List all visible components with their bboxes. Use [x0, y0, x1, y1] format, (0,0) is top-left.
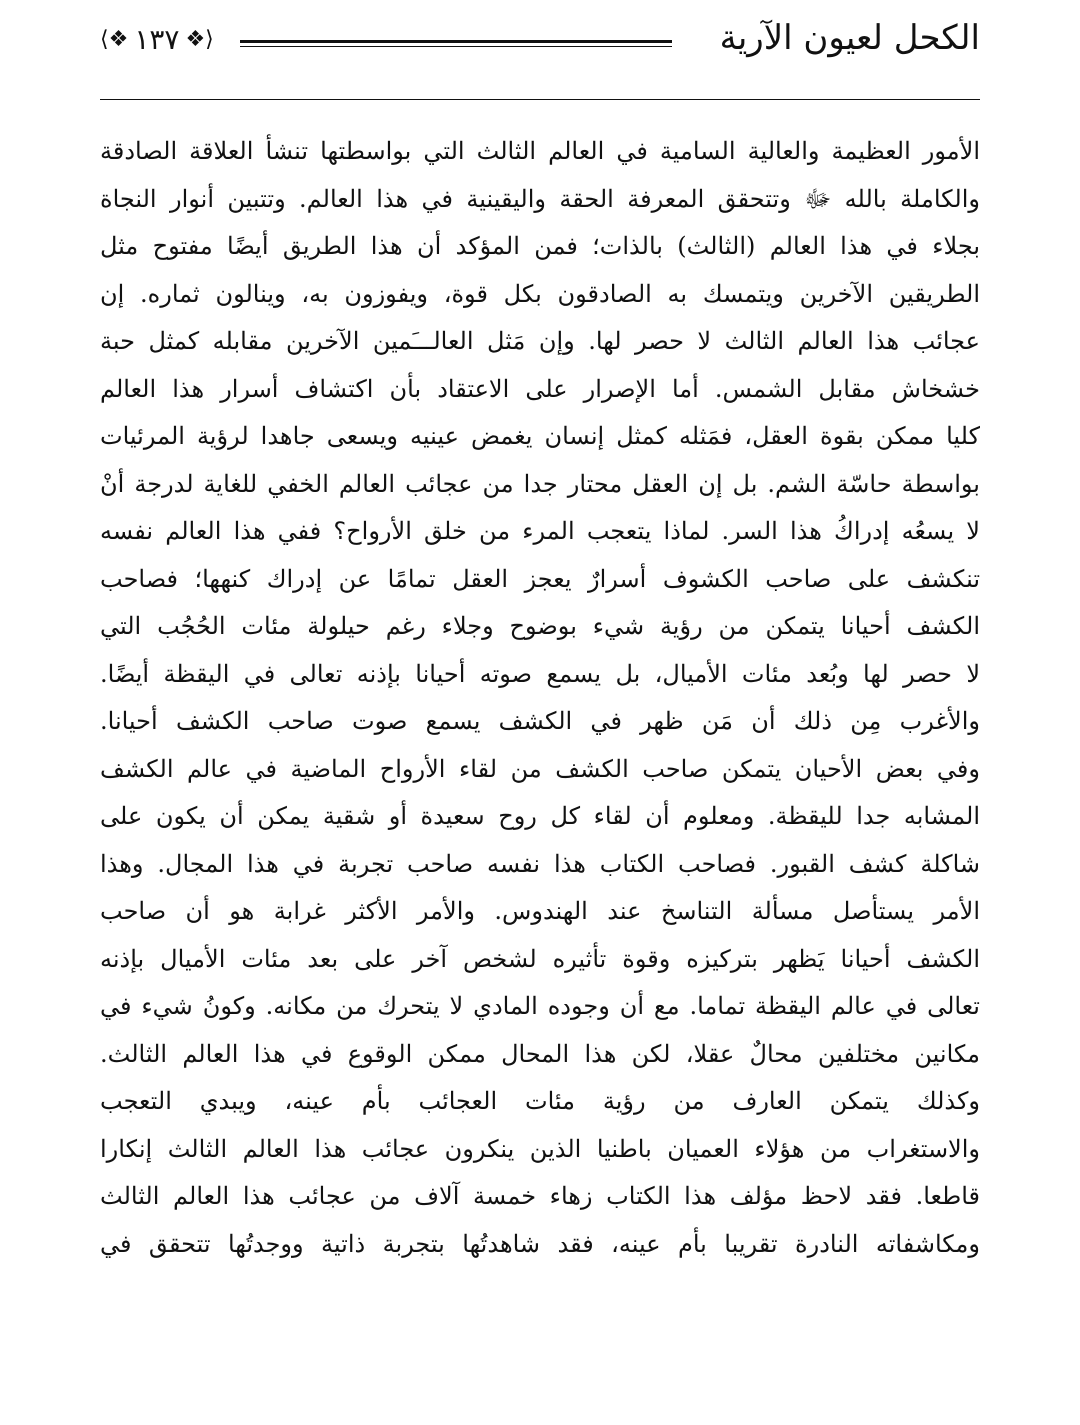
text-line: عجائب هذا العالم الثالث لا حصر لها. وإن مَثل العالـــَمين الآخرين مقابله كمثل حبة — [100, 327, 980, 355]
text-line: والاستغراب من هؤلاء العميان باطنيا الذين ينكرون عجائب هذا العالم الثالث إنكارا — [100, 1134, 980, 1163]
text-line: تعالى في عالم اليقظة تماما. مع أن وجوده المادي لا يتحرك من مكانه. وكونُ شيء في — [100, 992, 980, 1020]
page-number: ١٣٧ — [134, 23, 180, 56]
text-line: الأمور العظيمة والعالية السامية في العالم الثالث التي بواسطتها تنشأ العلاقة الصادقة — [100, 137, 980, 165]
text-line: الكشف أحيانا يتمكن من رؤية شيء بوضوح وجلاء رغم حيلولة مئات الحُجُب التي — [100, 612, 980, 640]
left-ornament-icon: ⟨❖ — [100, 27, 129, 52]
text-line: خشخاش مقابل الشمس. أما الإصرار على الاعتقاد بأن اكتشاف أسرار هذا العالم — [100, 374, 980, 403]
header-double-rule — [240, 40, 672, 47]
body-text — [100, 128, 980, 1268]
text-line: ومكاشفاته النادرة تقريبا بأم عينه، فقد شاهدتُها بتجربة ذاتية ووجدتُها تتحقق في — [100, 1229, 980, 1258]
text-line: الأمر يستأصل مسألة التناسخ عند الهندوس. والأمر الأكثر غرابة هو أن صاحب — [100, 897, 980, 925]
text-line: كليا ممكن بقوة العقل، فمَثله كمثل إنسان يغمض عينيه ويسعى جاهدا لرؤية المرئيات — [100, 422, 980, 450]
text-line: الكشف أحيانا يَظهر بتركيزه وقوة تأثيره لشخص آخر على بعد مئات الأميال بإذنه — [100, 944, 980, 973]
text-line: قاطعا. فقد لاحظ مؤلف هذا الكتاب زهاء خمسة آلاف من عجائب هذا العالم الثالث — [100, 1182, 980, 1210]
text-line: تنكشف على صاحب الكشوف أسرارٌ يعجز العقل تمامًا عن إدراك كنهها؛ فصاحب — [100, 564, 980, 593]
text-line: شاكلة كشف القبور. فصاحب الكتاب هذا نفسه صاحب تجربة في هذا المجال. وهذا — [100, 849, 980, 878]
text-line: المشابه جدا لليقظة. ومعلوم أن لقاء كل روح سعيدة أو شقية يمكن أن يكون على — [100, 802, 980, 830]
header-separator-rule — [100, 99, 980, 100]
text-line: بجلاء في هذا العالم (الثالث) بالذات؛ فمن المؤكد أن هذا الطريق أيضًا مفتوح مثل — [100, 232, 980, 260]
text-line: لا يسعُه إدراكُ هذا السر. لماذا يتعجب المرء من خلق الأرواح؟ ففي هذا العالم نفسه — [100, 517, 980, 545]
right-ornament-icon: ❖⟩ — [185, 27, 214, 52]
text-line: والأغرب مِن ذلك أن مَن ظهر في الكشف يسمع صوت صاحب الكشف أحيانا. — [100, 707, 980, 735]
page-number-frame — [100, 20, 214, 60]
page-header — [100, 14, 980, 70]
text-line: والكاملة بالله ﷻ وتتحقق المعرفة الحقة واليقينية في هذا العالم. وتتبين أنوار النجاة — [100, 184, 980, 213]
text-line: الطريقين الآخرين ويتمسك به الصادقون بكل قوة، ويفوزون به، وينالون ثماره. إن — [100, 279, 980, 308]
text-line: مكانين مختلفين محالٌ عقلا، لكن هذا المحال ممكن الوقوع في هذا العالم الثالث. — [100, 1039, 980, 1068]
text-line: وكذلك يتمكن العارف من رؤية مئات العجائب بأم عينه، ويبدي التعجب — [100, 1087, 980, 1115]
running-book-title: الكحل لعيون الآرية — [719, 18, 980, 58]
text-line: لا حصر لها وبُعد مئات الأميال، بل يسمع صوته أحيانا بإذنه تعالى في اليقظة أيضًا. — [100, 659, 980, 688]
text-line: وفي بعض الأحيان يتمكن صاحب الكشف من لقاء الأرواح الماضية في عالم الكشف — [100, 754, 980, 783]
text-line: بواسطة حاسّة الشم. بل إن العقل محتار جدا من عجائب العالم الخفي للغاية لدرجة أنْ — [100, 469, 980, 498]
